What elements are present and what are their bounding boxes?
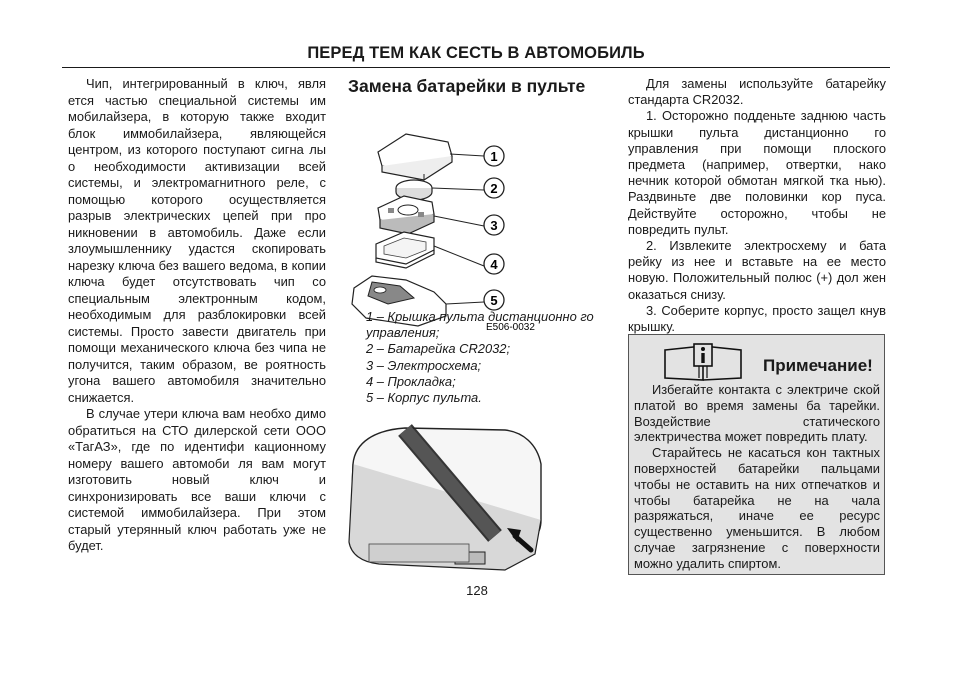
callout-1 xyxy=(484,146,504,166)
gasket-part-illustration xyxy=(376,232,434,268)
remote-opening-photo xyxy=(345,424,545,579)
right-column xyxy=(628,76,886,335)
note-paragraph-static: Избегайте контакта с электриче ской платой во время замены ба тарейки. Воздействие статического электричества может повредить плату. xyxy=(634,382,880,445)
callout-2 xyxy=(484,178,504,198)
callout-4 xyxy=(484,254,504,274)
immobilizer-paragraph: Чип, интегрированный в ключ, явля ется частью специальной системы им мобилайзера, в которую также входит блок иммобилайзера, являющейся центром, из которого поступают сигна лы о необходимости активизации всей системы, и электромагнитного реле, с помощью которого осуществляется разрыв электрических цепей при про никновении в автомобиль. Даже если злоумышленнику удастся скопировать нарезку ключа без вашего ведома, в копии ключа будет отсутствовать чип со специальным электронным кодом, необходимым для разблокировки всей системы. Просто завести двигатель при помощи механического ключа без чипа не получится, таким образом, ве роятность угона вашего автомобиля значительно снижается. xyxy=(68,76,326,405)
lost-key-paragraph: В случае утери ключа вам необхо димо обратиться на СТО дилерской сети ООО «ТагАЗ», где по идентифи кационному номеру вашего автомоби ля вам могут изготовить новый ключ и синхронизировать все ваши ключи с системой иммобилайзера. При этом старый утерянный ключ работать уже не будет. xyxy=(68,406,326,553)
step-3-paragraph: 3. Соберите корпус, просто защел кнув крышку. xyxy=(628,302,886,335)
note-body xyxy=(634,382,880,572)
callout-3 xyxy=(484,215,504,235)
note-header xyxy=(663,342,883,382)
page-header-title: ПЕРЕД ТЕМ КАК СЕСТЬ В АВТОМОБИЛЬ xyxy=(307,44,645,62)
figure-code: E506-0032 xyxy=(486,322,535,332)
svg-text:4: 4 xyxy=(490,257,498,272)
cover-part-illustration xyxy=(378,134,452,180)
middle-column xyxy=(348,76,613,337)
svg-text:3: 3 xyxy=(490,218,498,233)
note-title: Примечание! xyxy=(763,356,873,375)
svg-text:5: 5 xyxy=(490,293,498,308)
callout-5 xyxy=(484,290,504,310)
circuit-part-illustration xyxy=(378,196,434,234)
caption-housing: 5 – Корпус пульта. xyxy=(366,390,482,406)
battery-type-paragraph: Для замены используйте батарейку стандарта CR2032. xyxy=(628,76,886,108)
callout-leader-lines xyxy=(432,154,484,304)
svg-text:1: 1 xyxy=(490,149,498,164)
caption-cover: 1 – Крышка пульта дистанционно го управления; xyxy=(366,309,594,341)
caption-gasket: 4 – Прокладка; xyxy=(366,373,456,389)
step-2-paragraph: 2. Извлеките электросхему и бата рейку из нее и вставьте на ее место новую. Положительный полюс (+) дол жен оказаться снизу. xyxy=(628,238,886,302)
caption-circuit: 3 – Электросхема; xyxy=(366,357,482,373)
book-info-icon xyxy=(663,342,749,382)
section-title: Замена батарейки в пульте xyxy=(348,76,586,96)
page-number: 128 xyxy=(466,583,488,598)
note-paragraph-contacts: Старайтесь не касаться кон тактных поверхностей батарейки пальцами чтобы не оставить на них отпечатков и чтобы батарейка не на чала разряжаться, иначе ее ресурс существенно уменьшится. В любом случае загрязнение с поверхности можно удалить спиртом. xyxy=(634,445,880,571)
svg-text:2: 2 xyxy=(490,181,498,196)
left-column xyxy=(68,76,326,555)
step-1-paragraph: 1. Осторожно подденьте заднюю часть крышки пульта дистанционно го управления при помощи плоского предмета (например, отвертки, нако нечник которой обмотан мягкой тка нью). Раздвиньте две половинки кор пуса. Действуйте осторожно, чтобы не повредить пульт. xyxy=(628,108,886,237)
header-divider xyxy=(62,67,890,68)
caption-battery: 2 – Батарейка CR2032; xyxy=(366,341,511,357)
figure-captions xyxy=(348,309,610,406)
remote-exploded-diagram xyxy=(348,104,558,332)
note-box xyxy=(628,334,885,575)
